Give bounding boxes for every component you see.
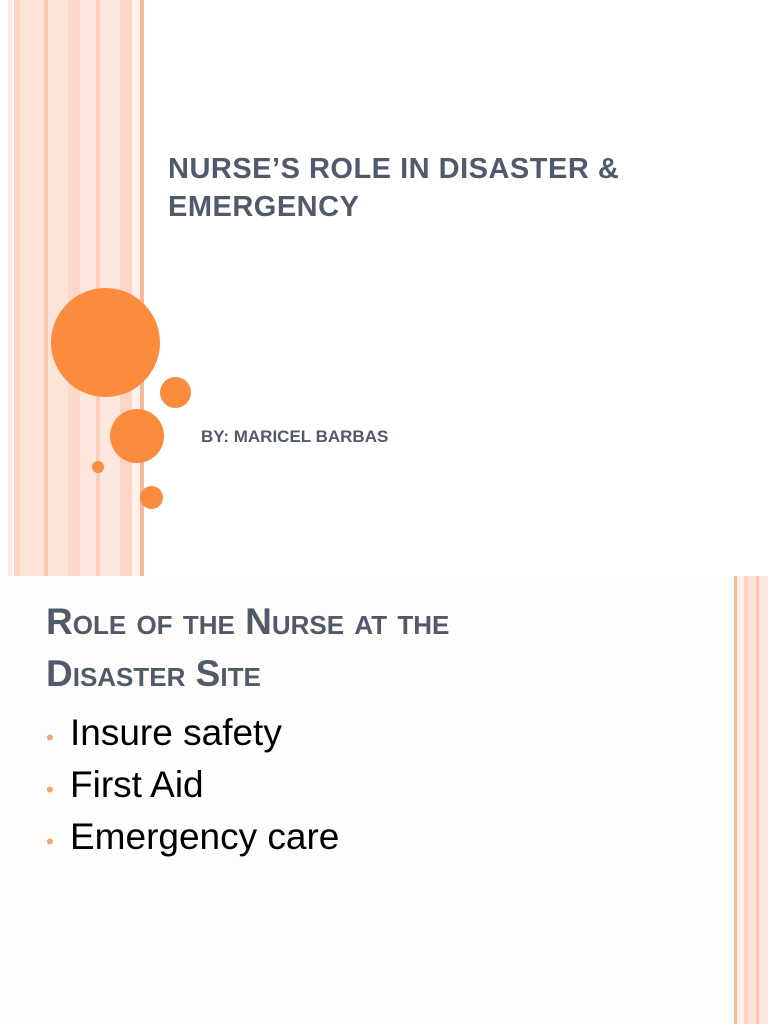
list-item-text: Insure safety bbox=[70, 712, 282, 753]
slide-heading-line-2: Disaster Site bbox=[46, 653, 261, 694]
decorative-stripes-right bbox=[732, 576, 768, 1024]
list-item-text: First Aid bbox=[70, 764, 204, 805]
content-slide bbox=[0, 576, 768, 1024]
decorative-circle-small bbox=[160, 377, 191, 408]
bullet-icon: • bbox=[46, 725, 54, 750]
list-item-text: Emergency care bbox=[70, 816, 340, 857]
decorative-stripes bbox=[0, 0, 150, 576]
bullet-icon: • bbox=[46, 777, 54, 802]
slide-author: BY: MARICEL BARBAS bbox=[201, 427, 389, 446]
slide-title-line-1: NURSE’S ROLE IN DISASTER & bbox=[168, 153, 620, 185]
slide-title bbox=[168, 150, 728, 226]
bullet-icon: • bbox=[46, 829, 54, 854]
list-item bbox=[46, 712, 339, 764]
decorative-circle-tiny bbox=[92, 461, 104, 473]
list-item bbox=[46, 816, 339, 868]
slide-heading-line-1: Role of the Nurse at the bbox=[46, 601, 450, 642]
decorative-circle-small-2 bbox=[140, 486, 163, 509]
slide-title-line-2: EMERGENCY bbox=[168, 191, 360, 223]
decorative-circle-medium bbox=[110, 409, 164, 463]
list-item bbox=[46, 764, 339, 816]
decorative-circle-large bbox=[51, 288, 160, 397]
bullet-list bbox=[46, 712, 339, 868]
slide-heading bbox=[46, 596, 696, 700]
